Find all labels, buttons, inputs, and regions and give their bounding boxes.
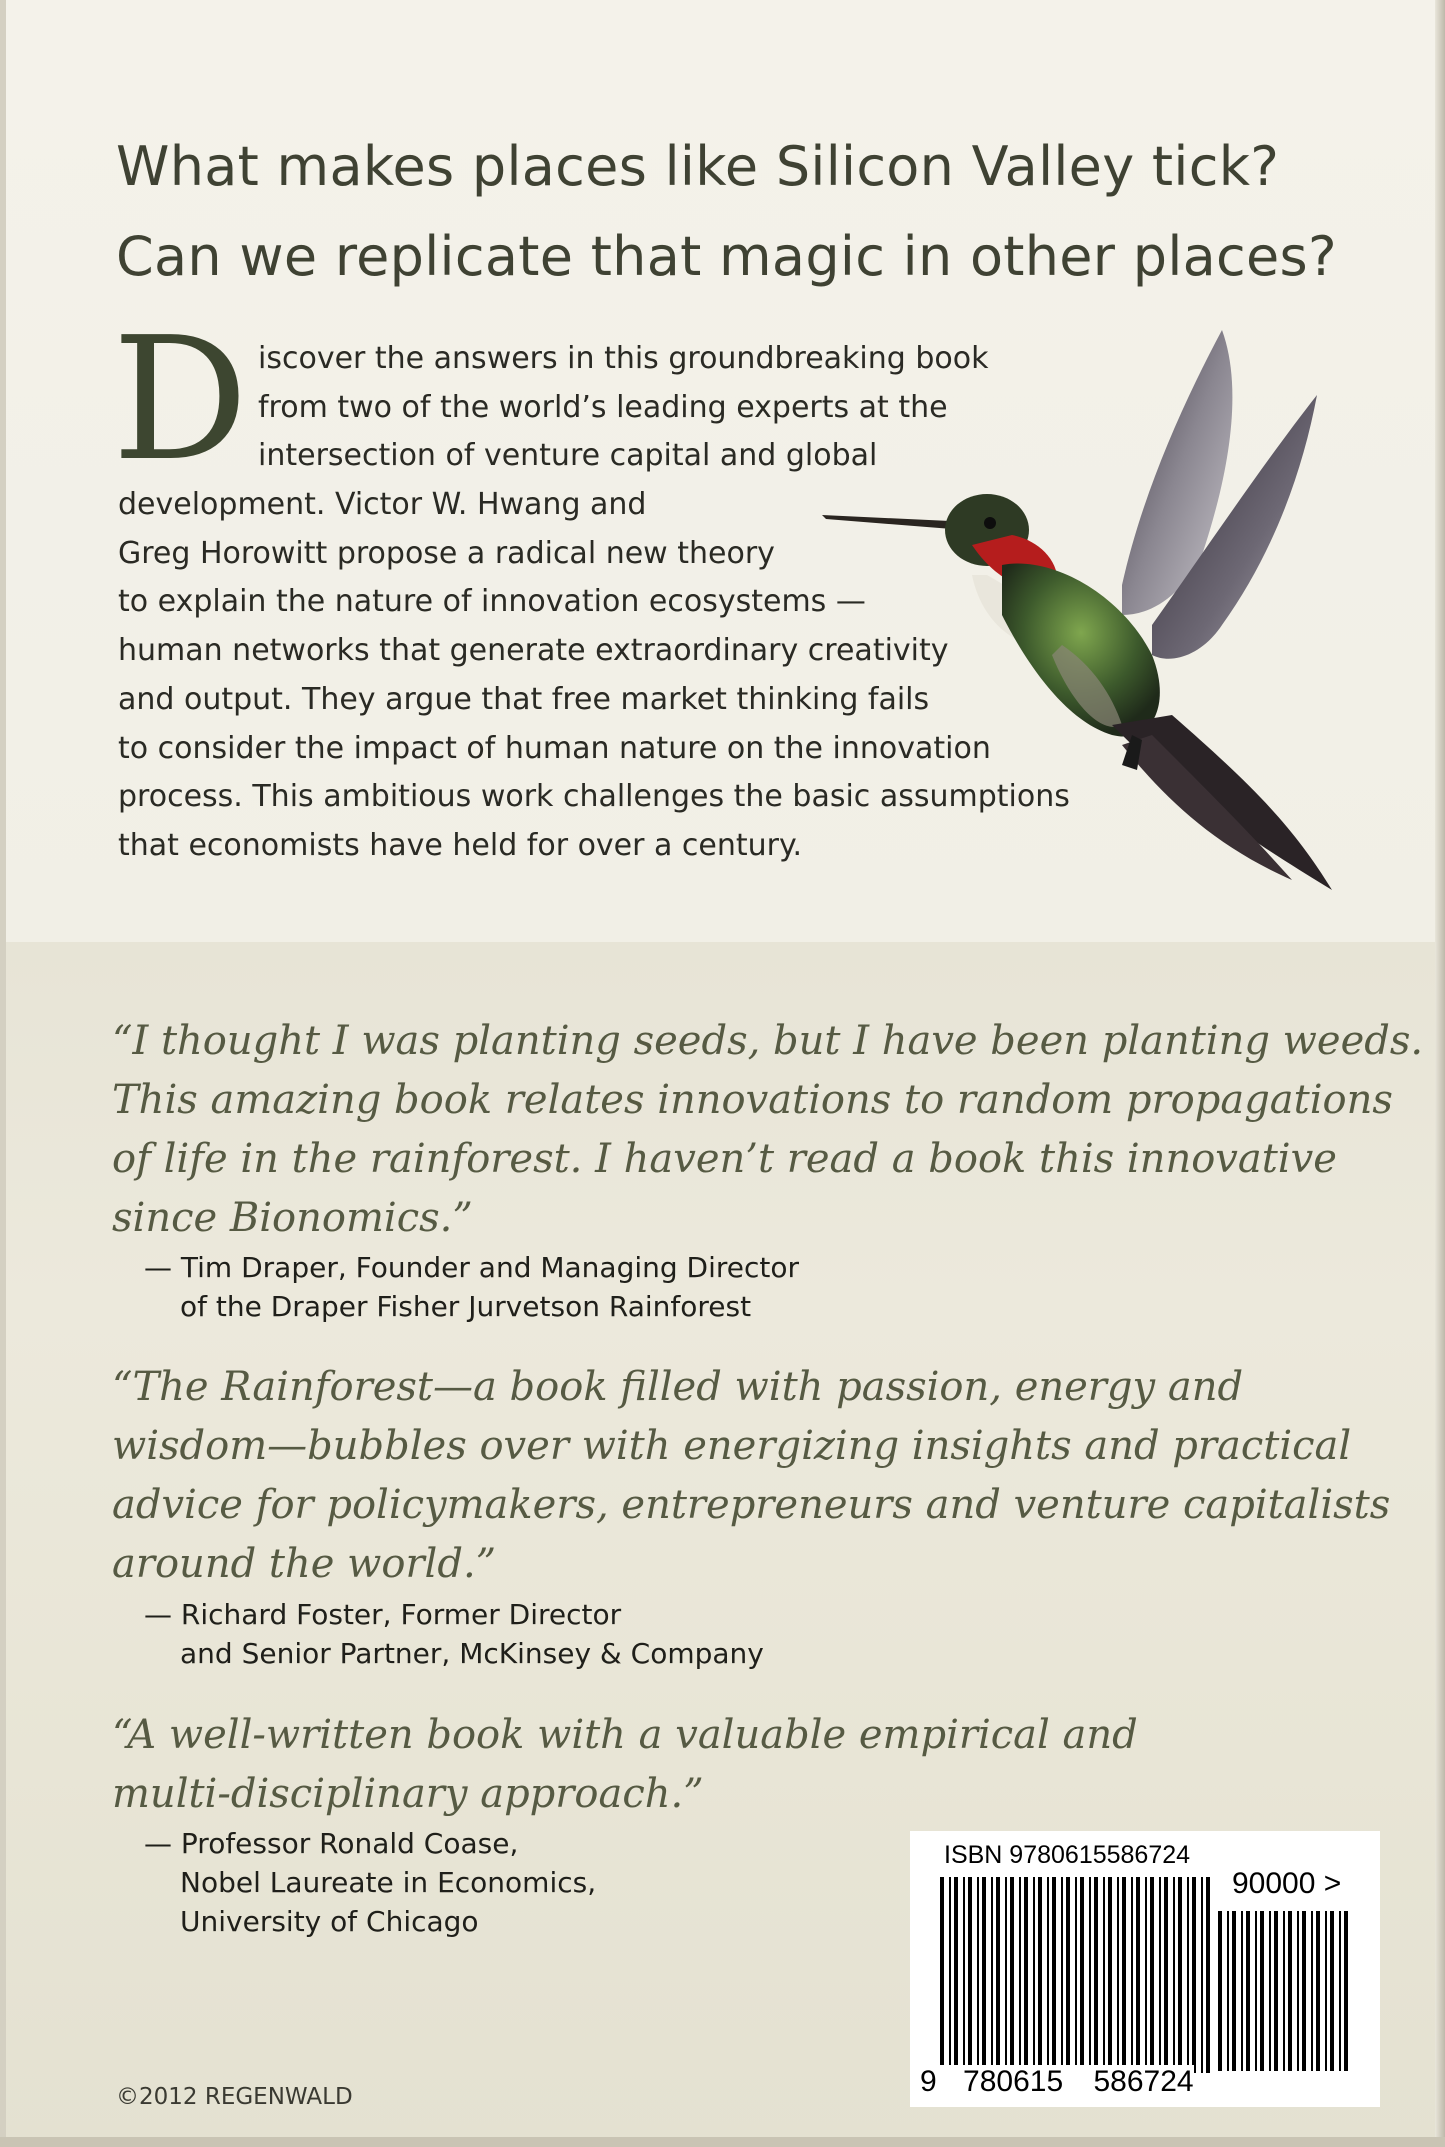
quote-line: “A well-written book with a valuable empirical and — [112, 1712, 1138, 1758]
description-line: process. This ambitious work challenges the basic assumptions — [118, 779, 1070, 815]
barcode-bar — [1269, 1911, 1271, 2071]
description-line: development. Victor W. Hwang and — [118, 487, 647, 523]
hummingbird-illustration — [822, 325, 1342, 895]
barcode-bar — [1010, 1877, 1014, 2073]
isbn-digit-prefix: 9 — [920, 2065, 937, 2098]
price-code: 90000 > — [1232, 1867, 1342, 1900]
barcode-bar — [940, 1877, 944, 2073]
isbn-digits — [920, 2065, 1194, 2099]
barcode-bar — [1019, 1877, 1021, 2073]
barcode-bar — [1325, 1911, 1327, 2071]
quote-line: wisdom—bubbles over with energizing insights and practical — [112, 1423, 1352, 1469]
barcode-bar — [1206, 1877, 1210, 2073]
barcode-bar — [1297, 1911, 1299, 2071]
barcode-bar — [1246, 1911, 1250, 2071]
barcode-bar — [1122, 1877, 1126, 2073]
barcode-bar — [1330, 1911, 1334, 2071]
isbn-label: ISBN 9780615586724 — [944, 1841, 1191, 1869]
cover-edge-right — [1435, 0, 1445, 2147]
quote-1 — [112, 1012, 1424, 1248]
barcode-bar — [949, 1877, 951, 2073]
headline-line-2: Can we replicate that magic in other places? — [116, 225, 1337, 288]
headline-line-1: What makes places like Silicon Valley tick? — [116, 135, 1280, 198]
barcode-bar — [1311, 1911, 1313, 2071]
barcode-bar — [1005, 1877, 1007, 2073]
barcode-bar — [1117, 1877, 1119, 2073]
quote-line: of life in the rainforest. I haven’t read a book this innovative — [112, 1136, 1337, 1182]
barcode-bar — [1260, 1911, 1264, 2071]
cover-edge-left — [0, 0, 6, 2147]
barcode-bar — [1173, 1877, 1175, 2073]
description-line: to consider the impact of human nature on the innovation — [118, 730, 991, 766]
barcode-bar — [1052, 1877, 1056, 2073]
barcode-bars — [940, 1877, 1210, 2073]
barcode-bar — [1192, 1877, 1196, 2073]
barcode-bar — [1047, 1877, 1049, 2073]
attribution-line: of the Draper Fisher Jurvetson Rainforest — [180, 1290, 752, 1323]
isbn-barcode — [910, 1831, 1380, 2107]
description-line: to explain the nature of innovation ecosystems — — [118, 584, 866, 620]
barcode-bar — [982, 1877, 986, 2073]
quote-line: multi-disciplinary approach.” — [112, 1771, 704, 1817]
quote-line: around the world.” — [112, 1541, 497, 1587]
isbn-digit-group-2: 586724 — [1093, 2065, 1194, 2098]
barcode-bar — [1150, 1877, 1154, 2073]
description-line: iscover the answers in this groundbreaking book — [258, 341, 989, 376]
barcode-bar — [1316, 1911, 1320, 2071]
barcode-bar — [1339, 1911, 1341, 2071]
description-line: Greg Horowitt propose a radical new theory — [118, 535, 775, 571]
barcode-bar — [1145, 1877, 1147, 2073]
quote-3 — [112, 1706, 1342, 1824]
description-line: from two of the world’s leading experts at the — [258, 389, 948, 425]
barcode-bar — [1108, 1877, 1112, 2073]
barcode-bar — [1094, 1877, 1098, 2073]
quote-3-attribution — [144, 1824, 944, 1941]
barcode-bar — [1080, 1877, 1084, 2073]
barcode-bar — [1288, 1911, 1292, 2071]
copyright: ©2012 REGENWALD — [116, 2084, 353, 2110]
barcode-bar — [1232, 1911, 1236, 2071]
quote-line: “The Rainforest—a book filled with passion, energy and — [112, 1364, 1244, 1410]
barcode-bar — [1024, 1877, 1028, 2073]
barcode-bar — [968, 1877, 972, 2073]
barcode-bar — [1164, 1877, 1168, 2073]
barcode-bar — [1066, 1877, 1070, 2073]
barcode-bar — [1302, 1911, 1306, 2071]
barcode-bar — [1201, 1877, 1203, 2073]
barcode-bar — [1255, 1911, 1257, 2071]
barcode-bar — [1103, 1877, 1105, 2073]
barcode-bar — [1344, 1911, 1348, 2071]
barcode-bar — [1061, 1877, 1063, 2073]
quote-2-attribution — [144, 1595, 944, 1673]
quote-line: “I thought I was planting seeds, but I have been planting weeds. — [112, 1018, 1424, 1064]
barcode-bar — [1227, 1911, 1229, 2071]
description-line: that economists have held for over a century. — [118, 827, 803, 863]
barcode-bar — [996, 1877, 1000, 2073]
description-line: and output. They argue that free market thinking fails — [118, 681, 930, 717]
quote-2 — [112, 1358, 1391, 1594]
barcode-bar — [1274, 1911, 1278, 2071]
description-line: human networks that generate extraordinary creativity — [118, 633, 949, 669]
description-line: intersection of venture capital and global — [258, 438, 878, 474]
barcode-bar — [1283, 1911, 1285, 2071]
attribution-line: Nobel Laureate in Economics, — [180, 1866, 597, 1899]
barcode-bar — [977, 1877, 979, 2073]
quote-line: This amazing book relates innovations to random propagations — [112, 1077, 1393, 1123]
cover-edge-bottom — [0, 2137, 1445, 2147]
barcode-bar — [1038, 1877, 1042, 2073]
barcode-bar — [1218, 1911, 1222, 2071]
attribution-line: — Professor Ronald Coase, — [144, 1827, 519, 1860]
quote-1-attribution — [144, 1248, 944, 1326]
attribution-line: — Richard Foster, Former Director — [144, 1598, 622, 1631]
barcode-bar — [1089, 1877, 1091, 2073]
barcode-bar — [1131, 1877, 1133, 2073]
headline — [116, 122, 1376, 302]
barcode-bar — [1241, 1911, 1243, 2071]
addon-barcode-bars — [1218, 1911, 1348, 2071]
attribution-line: — Tim Draper, Founder and Managing Director — [144, 1251, 800, 1284]
attribution-line: University of Chicago — [180, 1905, 479, 1938]
barcode-bar — [1136, 1877, 1140, 2073]
barcode-bar — [963, 1877, 965, 2073]
barcode-bar — [1187, 1877, 1189, 2073]
barcode-bar — [1033, 1877, 1035, 2073]
barcode-bar — [1159, 1877, 1161, 2073]
quote-line: advice for policymakers, entrepreneurs and venture capitalists — [112, 1482, 1391, 1528]
attribution-line: and Senior Partner, McKinsey & Company — [180, 1637, 764, 1670]
bird-eye — [984, 517, 996, 529]
barcode-bar — [954, 1877, 958, 2073]
bird-beak — [822, 515, 952, 529]
barcode-bar — [991, 1877, 993, 2073]
barcode-bar — [1075, 1877, 1077, 2073]
quote-line: since Bionomics.” — [112, 1195, 473, 1241]
drop-cap: D — [112, 301, 249, 499]
isbn-digit-group-1: 780615 — [963, 2065, 1064, 2098]
barcode-bar — [1178, 1877, 1182, 2073]
